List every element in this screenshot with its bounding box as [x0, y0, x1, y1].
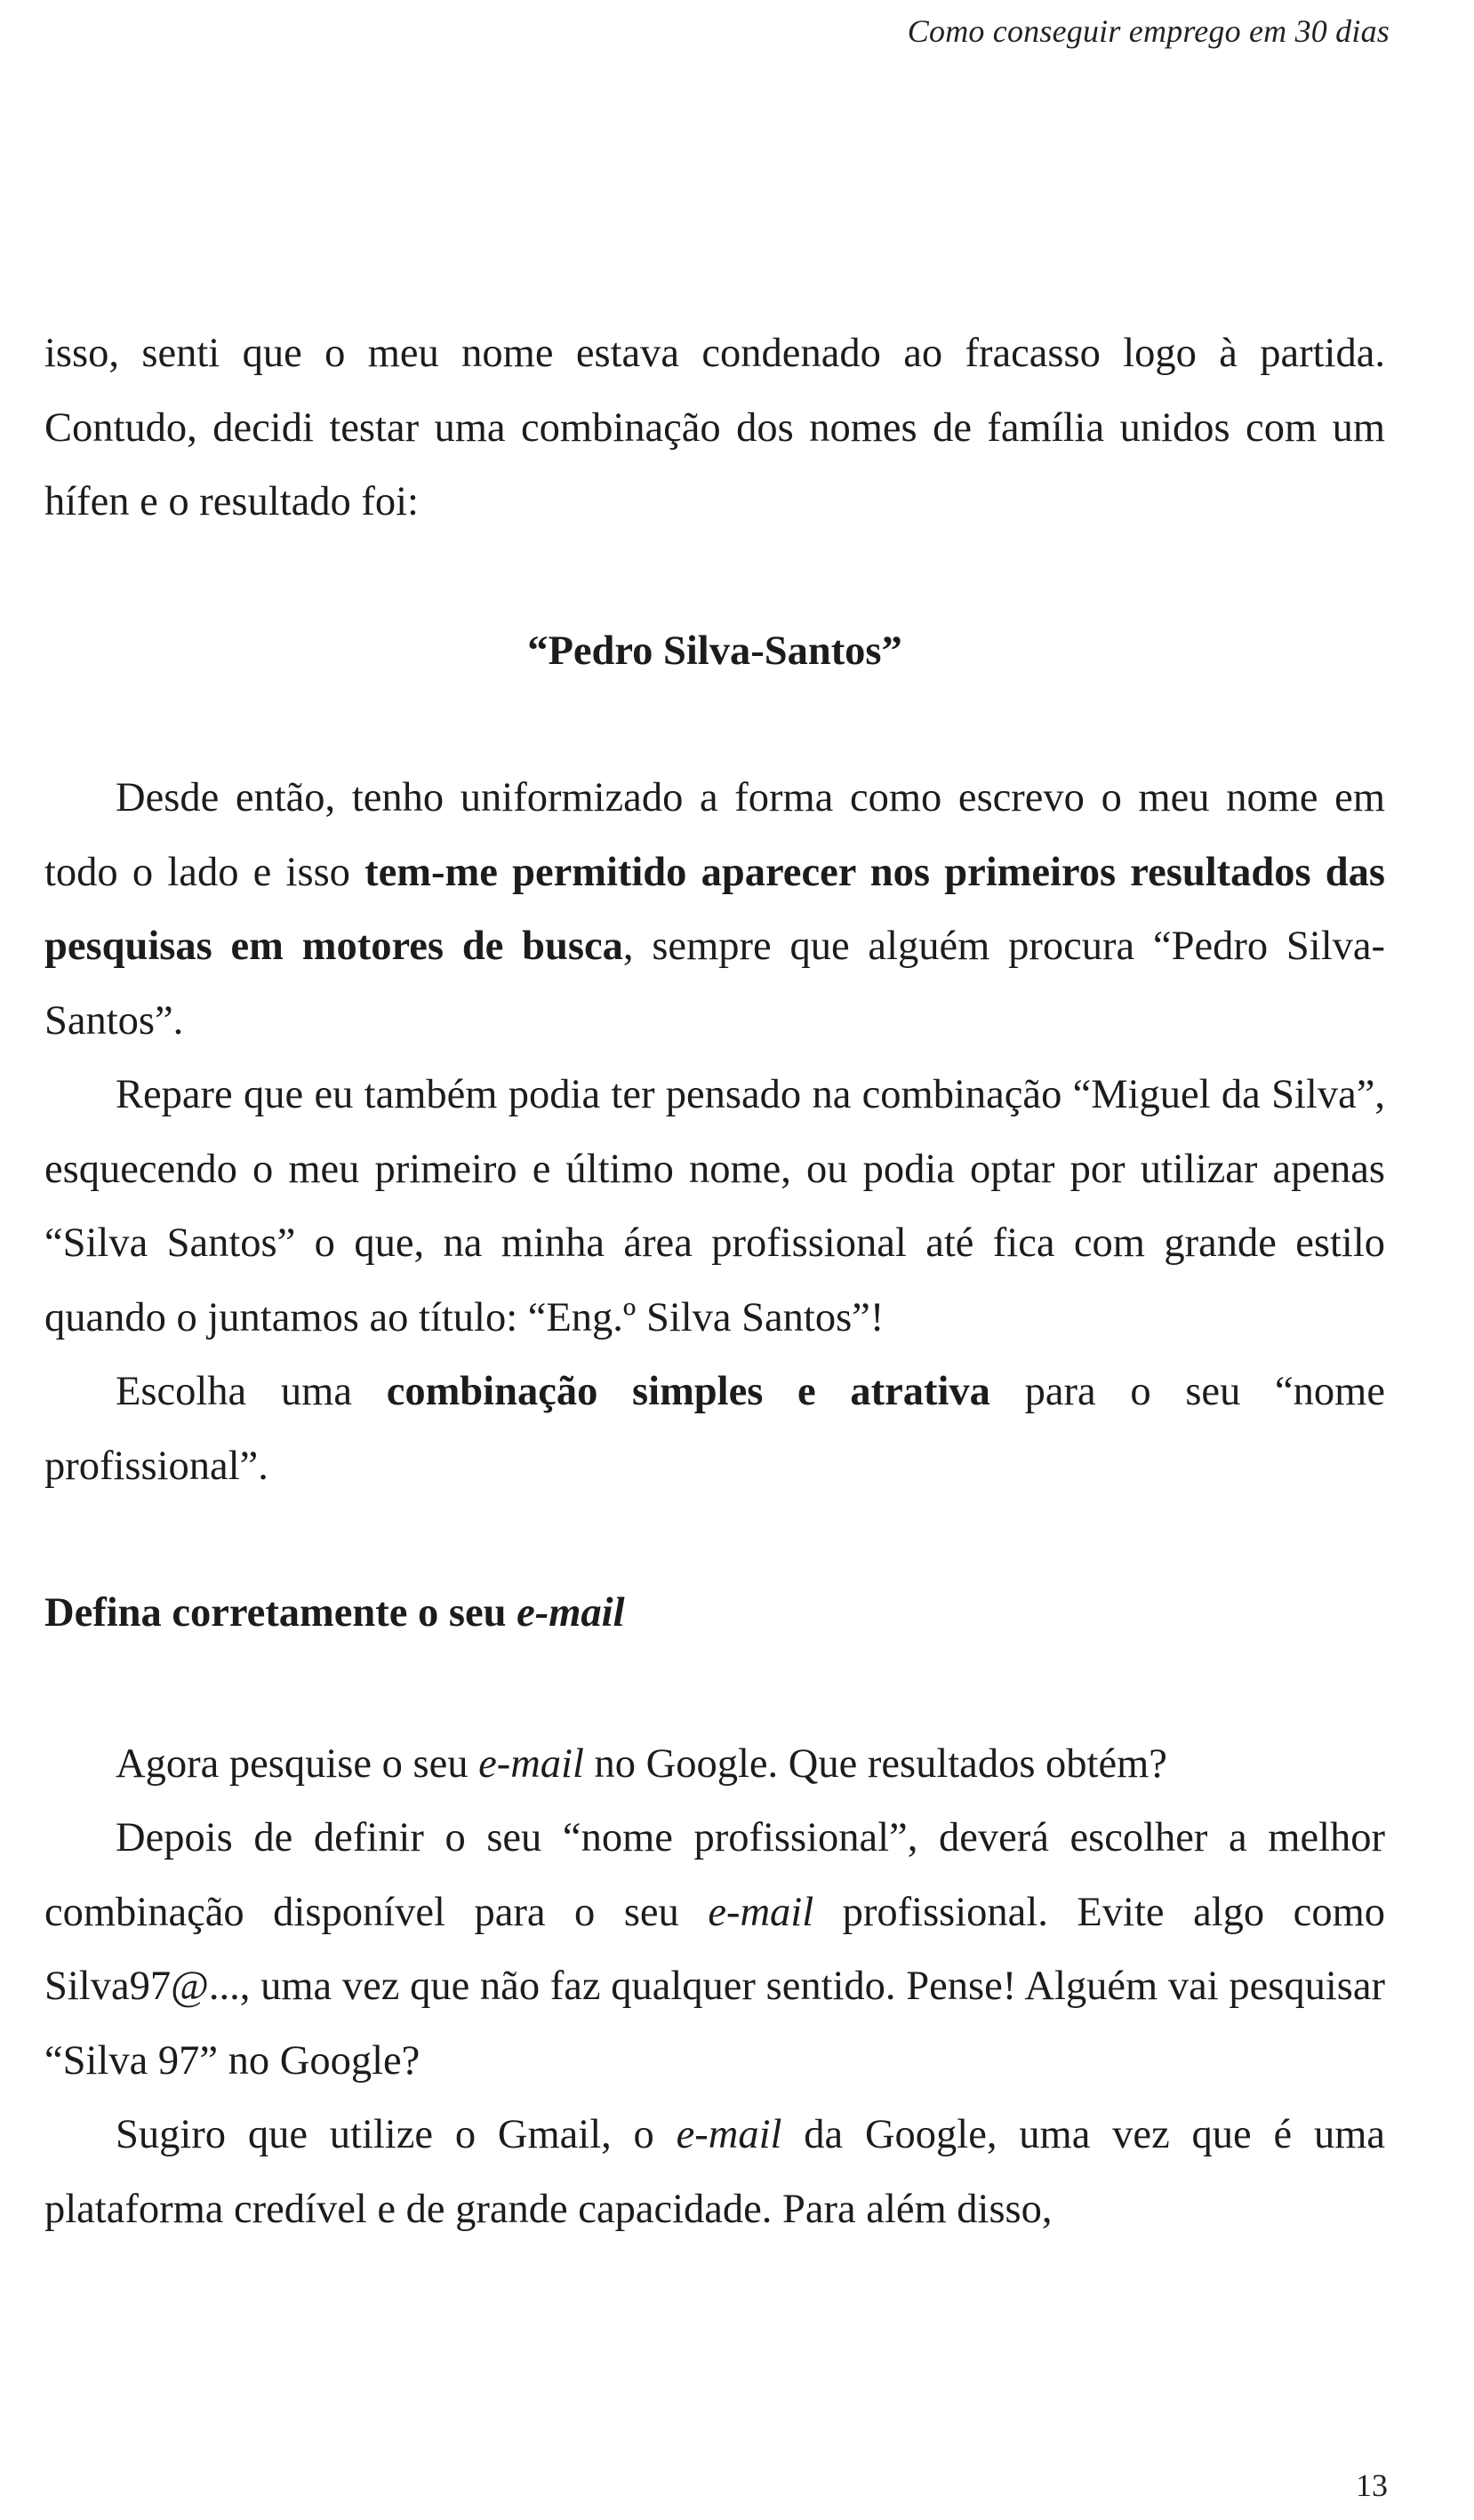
page-body — [44, 316, 1385, 2246]
paragraph-1: isso, senti que o meu nome estava condenado ao fracasso logo à partida. Contudo, decidi testar uma combinação dos nomes de família unidos com um hífen e o resultado foi: — [44, 331, 1385, 524]
paragraph-5-italic: e-mail — [478, 1740, 584, 1787]
paragraph-5 — [44, 1727, 1385, 1802]
paragraph-2 — [44, 761, 1385, 1058]
paragraph-4-text-c: para o seu “nome profissional”. — [44, 1369, 1385, 1489]
centered-name: “Pedro Silva-Santos” — [527, 628, 902, 674]
paragraph-4-text-a: Escolha uma — [116, 1369, 387, 1414]
paragraph-2-bold: tem-me permitido aparecer nos primeiros resultados das pesquisas em motores de busca — [44, 849, 1385, 969]
paragraph-4 — [44, 1355, 1385, 1503]
paragraph-2-text-a: Desde então, tenho uniformizado a forma como escrevo o meu nome em todo o lado e isso — [44, 775, 1385, 895]
paragraph-7 — [44, 2098, 1385, 2246]
paragraph-4-bold: combinação simples e atrativa — [386, 1369, 990, 1414]
paragraph-6-text-a: Depois de definir o seu “nome profissional”, deverá escolher a melhor combinação disponível para o seu — [44, 1815, 1385, 1935]
paragraph-5-text-c: no Google. Que resultados obtém? — [583, 1740, 1167, 1787]
paragraph-6 — [44, 1801, 1385, 2098]
paragraph-2-text-c: , sempre que alguém procura “Pedro Silva-Santos”. — [44, 924, 1386, 1044]
paragraph-3: Repare que eu também podia ter pensado na combinação “Miguel da Silva”, esquecendo o meu primeiro e último nome, ou podia optar por utilizar apenas “Silva Santos” o que, na minha área profissional até fica com grande estilo quando o juntamos ao título: “Eng.º Silva Santos”! — [44, 1072, 1385, 1340]
section-heading — [44, 1576, 1385, 1651]
paragraph-5-text-a: Agora pesquise o seu — [116, 1740, 479, 1787]
page-number: 13 — [1356, 2468, 1388, 2503]
paragraph-6-italic: e-mail — [708, 1889, 814, 1935]
paragraph-6-text-c: profissional. Evite algo como Silva97@..., uma vez que não faz qualquer sentido. Pense! Alguém vai pesquisar “Silva 97” no Google? — [44, 1889, 1385, 2084]
section-heading-text: Defina corretamente o seu — [44, 1590, 517, 1636]
paragraph-7-text-a: Sugiro que utilize o Gmail, o — [116, 2112, 677, 2157]
paragraph-7-text-c: da Google, uma vez que é uma plataforma credível e de grande capacidade. Para além disso, — [44, 2112, 1386, 2232]
running-head: Como conseguir emprego em 30 dias — [907, 13, 1390, 49]
section-heading-italic: e-mail — [517, 1590, 625, 1636]
paragraph-7-italic: e-mail — [676, 2112, 782, 2157]
